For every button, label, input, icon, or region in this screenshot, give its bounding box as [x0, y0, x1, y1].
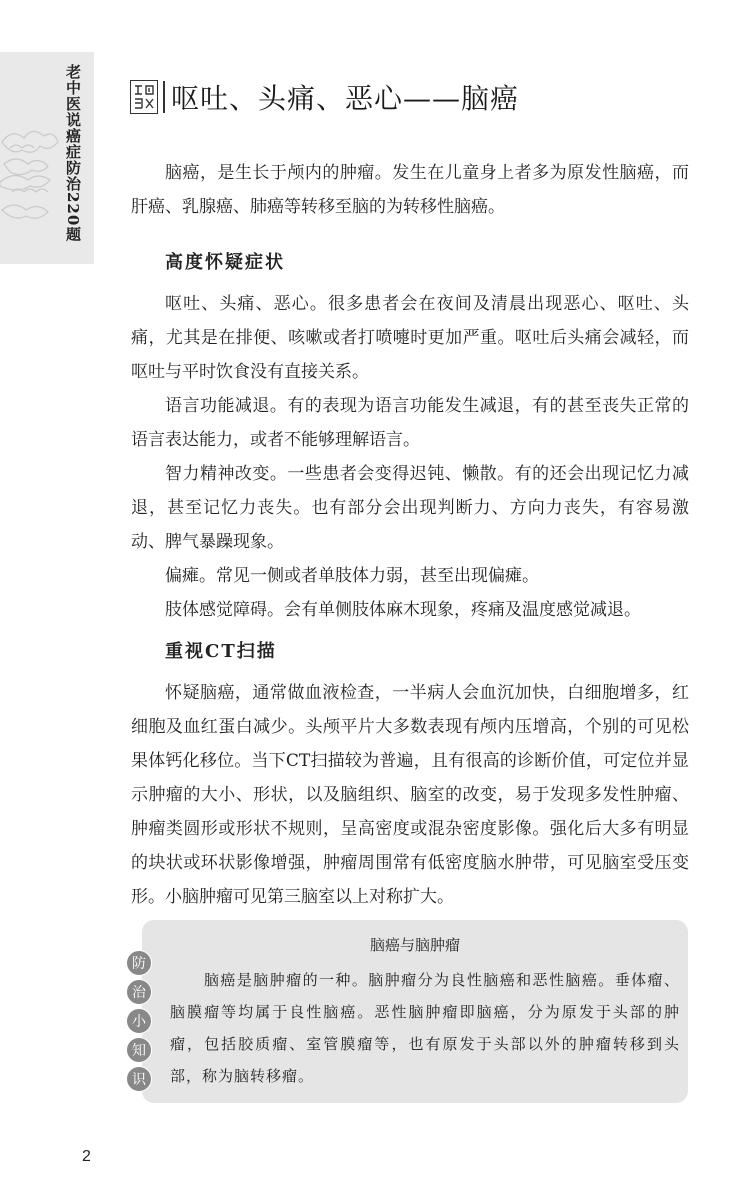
tip-badge: 小: [126, 1008, 152, 1034]
paragraph: 呕吐、头痛、恶心。很多患者会在夜间及清晨出现恶心、呕吐、头痛，尤其是在排便、咳嗽或者打喷嚏时更加严重。呕吐后头痛会减轻，而呕吐与平时饮食没有直接关系。: [131, 294, 689, 382]
side-tab: [0, 52, 94, 264]
section-heading-ct: 重视CT扫描: [165, 641, 277, 662]
paragraph: 肢体感觉障碍。会有单侧肢体麻木现象，疼痛及温度感觉减退。: [165, 600, 641, 620]
paragraph: 怀疑脑癌，通常做血液检查，一半病人会血沉加快，白细胞增多，红细胞及血红蛋白减少。头颅平片大多数表现有颅内压增高，个别的可见松果体钙化移位。当下CT扫描较为普遍，且有很高的诊断价值，可定位并显示肿瘤的大小、形状，以及脑组织、脑室的改变，易于发现多发性肿瘤、肿瘤类圆形或形状不规则，呈高密度或混杂密度影像。强化后大多有明显的块状或环状影像增强，肿瘤周围常有低密度脑水肿带，可见脑室受压变形。小脑肿瘤可见第三脑室以上对称扩大。: [131, 683, 689, 907]
tip-title: 脑癌与脑肿瘤: [369, 936, 460, 954]
seal-icon: [130, 80, 158, 114]
tip-badge-column: [126, 950, 154, 1095]
tip-badge: 防: [126, 950, 152, 976]
paragraph: 偏瘫。常见一侧或者单肢体力弱，甚至出现偏瘫。: [165, 566, 539, 586]
paragraph: 智力精神改变。一些患者会变得迟钝、懒散。有的还会出现记忆力减退，甚至记忆力丧失。也有部分会出现判断力、方向力丧失，有容易激动、脾气暴躁现象。: [131, 464, 689, 552]
chapter-title: 呕吐、头痛、恶心——脑癌: [171, 82, 520, 115]
ct-block: [131, 676, 689, 914]
chapter-header: [130, 72, 519, 122]
tip-body: [170, 964, 680, 1092]
tip-badge: 治: [126, 979, 152, 1005]
tip-badge: 知: [126, 1037, 152, 1063]
intro-block: [131, 156, 689, 224]
header-divider: [163, 81, 165, 113]
section-heading-symptoms: 高度怀疑症状: [165, 252, 285, 273]
intro-paragraph: 脑癌，是生长于颅内的肿瘤。发生在儿童身上者多为原发性脑癌，而肝癌、乳腺癌、肺癌等转移至脑的为转移性脑癌。: [131, 163, 689, 217]
tip-box: [142, 920, 688, 1103]
page-number: 2: [82, 1148, 91, 1165]
paragraph: 语言功能减退。有的表现为语言功能发生减退，有的甚至丧失正常的语言表达能力，或者不能够理解语言。: [131, 396, 689, 450]
symptoms-block: [131, 287, 689, 627]
seal-glyph-icon: [133, 83, 155, 111]
tip-badge: 识: [126, 1066, 152, 1092]
book-title-vertical: 老中医说癌症防治220题: [64, 64, 82, 243]
tip-paragraph: 脑癌是脑肿瘤的一种。脑肿瘤分为良性脑癌和恶性脑癌。垂体瘤、脑膜瘤等均属于良性脑癌。恶性脑肿瘤即脑癌，分为原发于头部的肿瘤，包括胶质瘤、室管膜瘤等，也有原发于头部以外的肿瘤转移到头部，称为脑转移瘤。: [170, 971, 680, 1085]
